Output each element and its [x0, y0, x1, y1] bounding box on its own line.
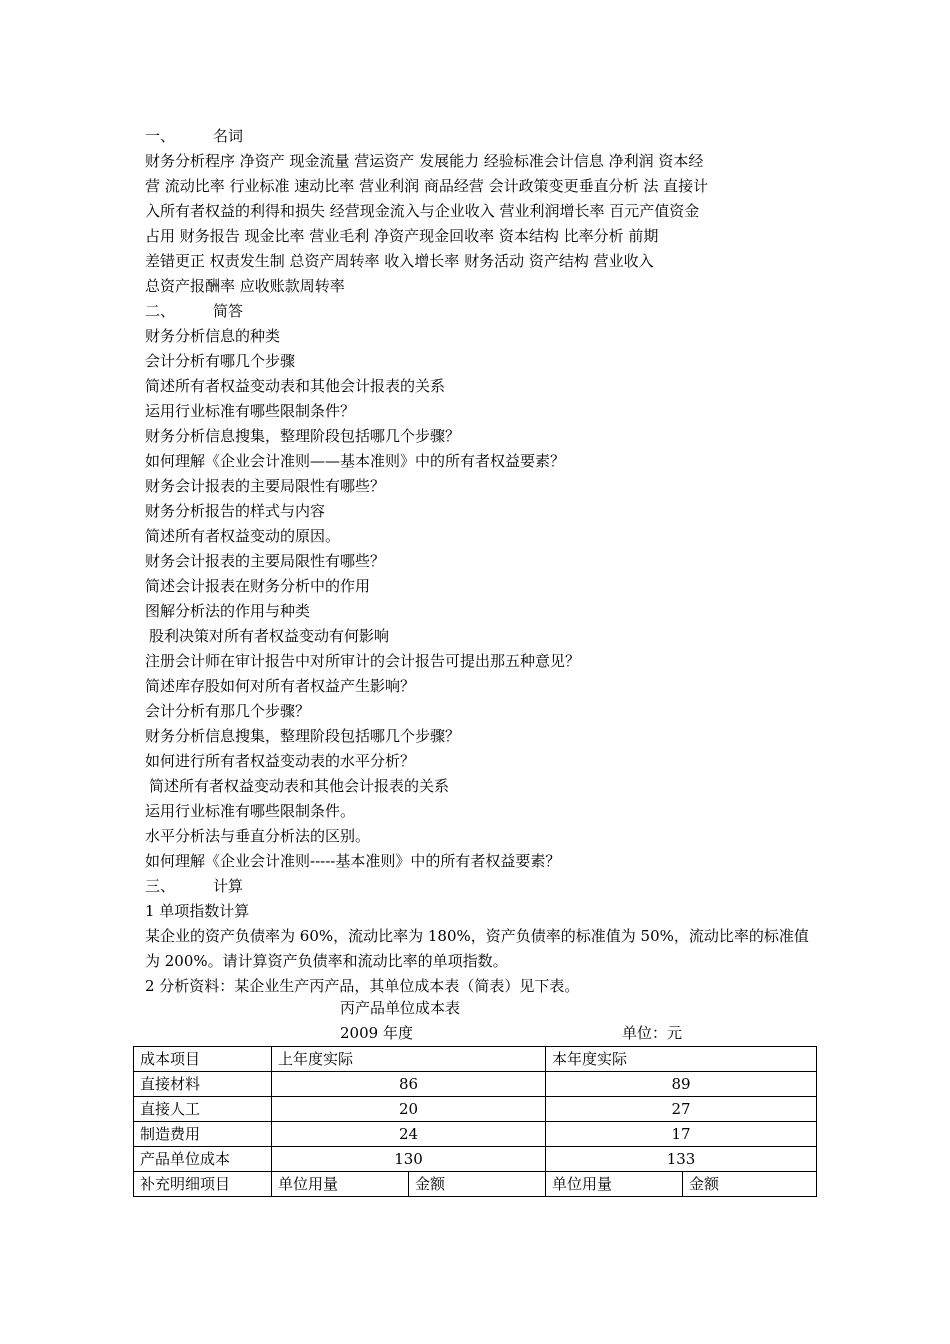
- table-row: [134, 1147, 817, 1172]
- cell-last-year: 130: [272, 1147, 546, 1172]
- header-cell: 上年度实际: [272, 1047, 546, 1072]
- section-number: 一、: [145, 127, 176, 145]
- question-item: 简述所有者权益变动表和其他会计报表的关系: [145, 377, 446, 395]
- table-year: 2009 年度: [340, 1024, 413, 1042]
- question-item: 如何进行所有者权益变动表的水平分析？: [145, 752, 416, 770]
- question-item: 运用行业标准有哪些限制条件？: [145, 402, 356, 420]
- row-label: 直接人工: [134, 1097, 272, 1122]
- section-number: 二、: [145, 302, 176, 320]
- question-item: 如何理解《企业会计准则——基本准则》中的所有者权益要素？: [145, 452, 566, 470]
- terms-line: 财务分析程序 净资产 现金流量 营运资产 发展能力 经验标准会计信息 净利润 资本经: [145, 152, 704, 170]
- table-row: [134, 1072, 817, 1097]
- cell-this-year: 89: [546, 1072, 817, 1097]
- cell-this-year: 17: [546, 1122, 817, 1147]
- terms-list: [145, 149, 810, 299]
- terms-line: 总资产报酬率 应收账款周转率: [145, 277, 345, 295]
- question-item: 简述会计报表在财务分析中的作用: [145, 577, 371, 595]
- question-item: 运用行业标准有哪些限制条件。: [145, 802, 356, 820]
- unit-cost-table: [133, 1046, 817, 1197]
- problem-1-text: 某企业的资产负债率为 60%，流动比率为 180%，资产负债率的标准值为 50%，流动比率的标准值为 200%。请计算资产负债率和流动比率的单项指数。: [145, 927, 809, 970]
- cell-last-year: 20: [272, 1097, 546, 1122]
- problem-1-title: 1 单项指数计算: [145, 902, 250, 920]
- table-detail-row: [134, 1172, 817, 1197]
- question-item: 财务会计报表的主要局限性有哪些？: [145, 552, 386, 570]
- table-row: [134, 1122, 817, 1147]
- question-item: 财务分析信息的种类: [145, 327, 281, 345]
- terms-line: 差错更正 权责发生制 总资产周转率 收入增长率 财务活动 资产结构 营业收入: [145, 252, 654, 270]
- table-header-row: [134, 1047, 817, 1072]
- question-item: 财务会计报表的主要局限性有哪些？: [145, 477, 386, 495]
- header-cell: 本年度实际: [546, 1047, 817, 1072]
- question-item: 简述库存股如何对所有者权益产生影响？: [145, 677, 416, 695]
- row-label: 补充明细项目: [134, 1172, 272, 1197]
- question-item: 财务分析报告的样式与内容: [145, 502, 326, 520]
- question-item: 财务分析信息搜集，整理阶段包括哪几个步骤？: [145, 727, 461, 745]
- row-label: 直接材料: [134, 1072, 272, 1097]
- question-item: 会计分析有那几个步骤？: [145, 702, 311, 720]
- problem-2-title: 2 分析资料：某企业生产丙产品，其单位成本表（简表）见下表。: [145, 977, 580, 995]
- question-item: 图解分析法的作用与种类: [145, 602, 311, 620]
- section-title: 名词: [213, 127, 244, 145]
- text-block: [145, 124, 810, 999]
- section-heading-terms: [145, 124, 810, 149]
- question-item: 简述所有者权益变动表和其他会计报表的关系: [149, 777, 450, 795]
- section-heading-short-answer: [145, 299, 810, 324]
- question-item: 如何理解《企业会计准则-----基本准则》中的所有者权益要素？: [145, 852, 561, 870]
- question-item: 会计分析有哪几个步骤: [145, 352, 296, 370]
- terms-line: 入所有者权益的利得和损失 经营现金流入与企业收入 营业利润增长率 百元产值资金: [145, 202, 700, 220]
- table-caption: 丙产品单位成本表: [340, 999, 461, 1017]
- detail-cell: 单位用量: [546, 1172, 683, 1197]
- cell-last-year: 24: [272, 1122, 546, 1147]
- cell-last-year: 86: [272, 1072, 546, 1097]
- detail-cell: 金额: [683, 1172, 817, 1197]
- table-unit: 单位：元: [622, 1024, 683, 1042]
- question-item: 股利决策对所有者权益变动有何影响: [149, 627, 390, 645]
- terms-line: 营 流动比率 行业标准 速动比率 营业利润 商品经营 会计政策变更垂直分析 法 直接计: [145, 177, 709, 195]
- question-item: 简述所有者权益变动的原因。: [145, 527, 341, 545]
- section-title: 计算: [213, 877, 244, 895]
- table-row: [134, 1097, 817, 1122]
- row-label: 产品单位成本: [134, 1147, 272, 1172]
- cell-this-year: 133: [546, 1147, 817, 1172]
- section-heading-calculation: [145, 874, 810, 899]
- cell-this-year: 27: [546, 1097, 817, 1122]
- section-number: 三、: [145, 877, 176, 895]
- question-item: 财务分析信息搜集，整理阶段包括哪几个步骤？: [145, 427, 461, 445]
- question-list: [145, 324, 810, 874]
- question-item: 注册会计师在审计报告中对所审计的会计报告可提出那五种意见？: [145, 652, 581, 670]
- section-title: 简答: [213, 302, 244, 320]
- header-cell: 成本项目: [134, 1047, 272, 1072]
- question-item: 水平分析法与垂直分析法的区别。: [145, 827, 371, 845]
- row-label: 制造费用: [134, 1122, 272, 1147]
- detail-cell: 金额: [409, 1172, 546, 1197]
- terms-line: 占用 财务报告 现金比率 营业毛利 净资产现金回收率 资本结构 比率分析 前期: [145, 227, 659, 245]
- detail-cell: 单位用量: [272, 1172, 409, 1197]
